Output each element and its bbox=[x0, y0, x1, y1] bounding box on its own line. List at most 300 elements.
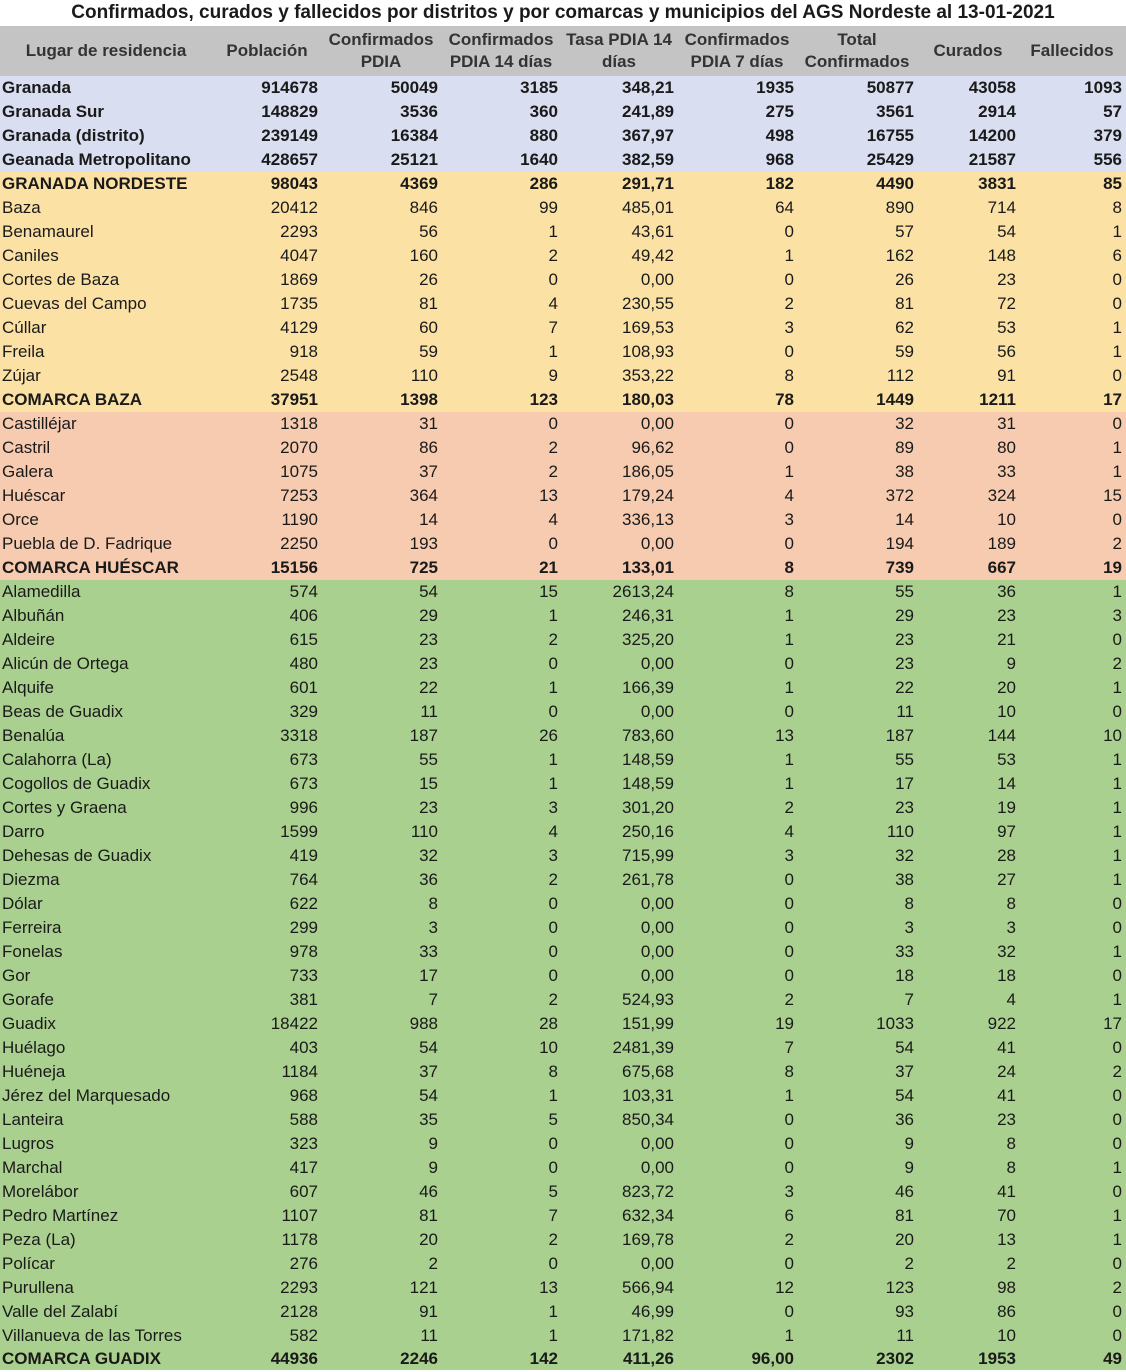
value-cell: 1190 bbox=[281, 510, 318, 529]
value-cell: 2 bbox=[548, 630, 558, 649]
value-cell: 2613,24 bbox=[612, 582, 674, 601]
value-cell: 0 bbox=[784, 270, 794, 289]
value-cell: 0,00 bbox=[640, 918, 674, 937]
value-cell: 733 bbox=[289, 966, 318, 985]
value-cell: 419 bbox=[289, 846, 318, 865]
value-cell: 480 bbox=[289, 654, 318, 673]
summary-row bbox=[0, 124, 1126, 148]
table-row bbox=[0, 748, 1126, 772]
summary-row bbox=[0, 172, 1126, 196]
value-cell: 194 bbox=[885, 534, 914, 553]
value-cell: 23 bbox=[895, 630, 914, 649]
value-cell: 1 bbox=[548, 774, 558, 793]
value-cell: 17 bbox=[1103, 390, 1122, 409]
table-row bbox=[0, 676, 1126, 700]
value-cell: 86 bbox=[997, 1302, 1016, 1321]
value-cell: 13 bbox=[997, 1230, 1016, 1249]
value-cell: 46 bbox=[419, 1182, 438, 1201]
value-cell: 0 bbox=[784, 966, 794, 985]
value-cell: 4 bbox=[784, 486, 794, 505]
value-cell: 2 bbox=[548, 990, 558, 1009]
value-cell: 49,42 bbox=[631, 246, 674, 265]
value-cell: 0 bbox=[784, 870, 794, 889]
value-cell: 1 bbox=[548, 342, 558, 361]
value-cell: 3536 bbox=[400, 102, 438, 121]
value-cell: 485,01 bbox=[622, 198, 674, 217]
value-cell: 55 bbox=[895, 582, 914, 601]
value-cell: 9 bbox=[428, 1158, 438, 1177]
table-row bbox=[0, 724, 1126, 748]
value-cell: 1184 bbox=[281, 1062, 318, 1081]
value-cell: 56 bbox=[997, 342, 1016, 361]
value-cell: 1 bbox=[784, 678, 794, 697]
value-cell: 23 bbox=[419, 630, 438, 649]
value-cell: 186,05 bbox=[622, 462, 674, 481]
value-cell: 4 bbox=[1006, 990, 1016, 1009]
value-cell: 70 bbox=[997, 1206, 1016, 1225]
value-cell: 2128 bbox=[280, 1302, 318, 1321]
value-cell: 91 bbox=[419, 1302, 438, 1321]
value-cell: 1 bbox=[548, 222, 558, 241]
value-cell: 142 bbox=[529, 1349, 558, 1368]
value-cell: 11 bbox=[420, 702, 438, 721]
value-cell: 6 bbox=[784, 1206, 794, 1225]
value-cell: 1449 bbox=[876, 390, 914, 409]
value-cell: 44936 bbox=[270, 1349, 318, 1368]
value-cell: 9 bbox=[548, 366, 558, 385]
value-cell: 1 bbox=[784, 630, 794, 649]
value-cell: 35 bbox=[419, 1110, 438, 1129]
value-cell: 0 bbox=[1112, 630, 1122, 649]
value-cell: 0,00 bbox=[640, 702, 674, 721]
value-cell: 353,22 bbox=[622, 366, 674, 385]
value-cell: 32 bbox=[895, 846, 914, 865]
place-name-cell: COMARCA BAZA bbox=[2, 390, 143, 409]
place-name-cell: Granada bbox=[2, 78, 71, 97]
value-cell: 4 bbox=[548, 822, 558, 841]
value-cell: 0 bbox=[784, 1134, 794, 1153]
column-header: Lugar de residencia bbox=[0, 26, 214, 76]
place-name-cell: Cortes y Graena bbox=[2, 798, 127, 817]
value-cell: 7 bbox=[784, 1038, 794, 1057]
value-cell: 403 bbox=[289, 1038, 318, 1057]
value-cell: 1 bbox=[1112, 678, 1122, 697]
value-cell: 1211 bbox=[979, 390, 1016, 409]
value-cell: 10 bbox=[997, 1326, 1016, 1345]
value-cell: 9 bbox=[428, 1134, 438, 1153]
value-cell: 0,00 bbox=[640, 654, 674, 673]
place-name-cell: Granada (distrito) bbox=[2, 126, 145, 145]
value-cell: 36 bbox=[895, 1110, 914, 1129]
table-row bbox=[0, 1012, 1126, 1036]
value-cell: 169,53 bbox=[622, 318, 674, 337]
value-cell: 0,00 bbox=[640, 270, 674, 289]
value-cell: 121 bbox=[409, 1278, 438, 1297]
value-cell: 12 bbox=[775, 1278, 794, 1297]
value-cell: 2 bbox=[904, 1254, 914, 1273]
value-cell: 291,71 bbox=[622, 174, 674, 193]
value-cell: 2 bbox=[1112, 534, 1122, 553]
value-cell: 14 bbox=[419, 510, 438, 529]
value-cell: 0 bbox=[784, 918, 794, 937]
value-cell: 7 bbox=[428, 990, 438, 1009]
value-cell: 169,78 bbox=[622, 1230, 674, 1249]
value-cell: 123 bbox=[529, 390, 558, 409]
value-cell: 3 bbox=[784, 510, 794, 529]
place-name-cell: Pedro Martínez bbox=[2, 1206, 119, 1225]
value-cell: 246,31 bbox=[622, 606, 674, 625]
value-cell: 250,16 bbox=[622, 822, 674, 841]
place-name-cell: Huélago bbox=[2, 1038, 66, 1057]
value-cell: 22 bbox=[895, 678, 914, 697]
value-cell: 9 bbox=[904, 1158, 914, 1177]
value-cell: 0 bbox=[1112, 1302, 1122, 1321]
value-cell: 18422 bbox=[270, 1014, 318, 1033]
column-header: Confirmados PDIA bbox=[322, 26, 442, 76]
value-cell: 8 bbox=[784, 1062, 794, 1081]
value-cell: 673 bbox=[289, 774, 318, 793]
value-cell: 38 bbox=[895, 870, 914, 889]
place-name-cell: Cúllar bbox=[2, 318, 47, 337]
value-cell: 0 bbox=[784, 1158, 794, 1177]
place-name-cell: Benamaurel bbox=[2, 222, 94, 241]
value-cell: 2481,39 bbox=[612, 1038, 674, 1057]
value-cell: 78 bbox=[775, 390, 794, 409]
table-row bbox=[0, 796, 1126, 820]
value-cell: 1 bbox=[548, 1086, 558, 1105]
value-cell: 968 bbox=[765, 150, 794, 169]
value-cell: 1 bbox=[548, 606, 558, 625]
value-cell: 31 bbox=[997, 414, 1016, 433]
value-cell: 0 bbox=[784, 894, 794, 913]
value-cell: 166,39 bbox=[622, 678, 674, 697]
value-cell: 922 bbox=[987, 1014, 1016, 1033]
value-cell: 381 bbox=[289, 990, 318, 1009]
value-cell: 27 bbox=[997, 870, 1016, 889]
value-cell: 739 bbox=[885, 558, 914, 577]
value-cell: 582 bbox=[289, 1326, 318, 1345]
value-cell: 13 bbox=[539, 486, 558, 505]
value-cell: 3 bbox=[784, 318, 794, 337]
table-row bbox=[0, 1108, 1126, 1132]
value-cell: 36 bbox=[997, 582, 1016, 601]
value-cell: 3 bbox=[548, 846, 558, 865]
value-cell: 11 bbox=[896, 702, 914, 721]
value-cell: 46 bbox=[895, 1182, 914, 1201]
value-cell: 2 bbox=[548, 870, 558, 889]
summary-row bbox=[0, 100, 1126, 124]
value-cell: 8 bbox=[1006, 1158, 1016, 1177]
value-cell: 364 bbox=[409, 486, 438, 505]
value-cell: 850,34 bbox=[622, 1110, 674, 1129]
value-cell: 1 bbox=[1112, 342, 1122, 361]
covid-data-table bbox=[0, 26, 1126, 1370]
value-cell: 5 bbox=[548, 1182, 558, 1201]
place-name-cell: Villanueva de las Torres bbox=[2, 1326, 182, 1345]
place-name-cell: Alamedilla bbox=[2, 582, 81, 601]
place-name-cell: Dólar bbox=[2, 894, 43, 913]
value-cell: 0 bbox=[1112, 1326, 1122, 1345]
value-cell: 19 bbox=[775, 1014, 794, 1033]
value-cell: 10 bbox=[997, 510, 1016, 529]
value-cell: 20 bbox=[997, 678, 1016, 697]
value-cell: 1735 bbox=[280, 294, 318, 313]
value-cell: 37 bbox=[419, 1062, 438, 1081]
value-cell: 2 bbox=[548, 246, 558, 265]
value-cell: 2914 bbox=[978, 102, 1016, 121]
place-name-cell: Benalúa bbox=[2, 726, 65, 745]
value-cell: 2070 bbox=[280, 438, 318, 457]
value-cell: 16755 bbox=[866, 126, 914, 145]
value-cell: 622 bbox=[289, 894, 318, 913]
value-cell: 50049 bbox=[390, 78, 438, 97]
value-cell: 0 bbox=[784, 1254, 794, 1273]
value-cell: 1935 bbox=[756, 78, 794, 97]
value-cell: 0 bbox=[548, 414, 558, 433]
value-cell: 379 bbox=[1093, 126, 1122, 145]
value-cell: 20412 bbox=[270, 198, 318, 217]
value-cell: 8 bbox=[784, 558, 794, 577]
place-name-cell: Jérez del Marquesado bbox=[2, 1086, 171, 1105]
value-cell: 99 bbox=[539, 198, 558, 217]
value-cell: 406 bbox=[289, 606, 318, 625]
value-cell: 8 bbox=[1112, 198, 1122, 217]
value-cell: 1 bbox=[1112, 1230, 1122, 1249]
value-cell: 715,99 bbox=[622, 846, 674, 865]
value-cell: 1 bbox=[784, 1326, 794, 1345]
table-row bbox=[0, 580, 1126, 604]
place-name-cell: Guadix bbox=[2, 1014, 56, 1033]
value-cell: 0 bbox=[1112, 918, 1122, 937]
value-cell: 1 bbox=[1112, 750, 1122, 769]
value-cell: 1 bbox=[1112, 1158, 1122, 1177]
place-name-cell: Alquife bbox=[2, 678, 54, 697]
value-cell: 411,26 bbox=[622, 1349, 674, 1368]
value-cell: 1 bbox=[548, 1326, 558, 1345]
value-cell: 50877 bbox=[866, 78, 914, 97]
value-cell: 23 bbox=[895, 654, 914, 673]
value-cell: 2302 bbox=[876, 1349, 914, 1368]
value-cell: 2 bbox=[1006, 1254, 1016, 1273]
value-cell: 4047 bbox=[280, 246, 318, 265]
value-cell: 151,99 bbox=[622, 1014, 674, 1033]
value-cell: 28 bbox=[539, 1014, 558, 1033]
value-cell: 15 bbox=[539, 582, 558, 601]
value-cell: 914678 bbox=[261, 78, 318, 97]
column-header: Confirmados PDIA 7 días bbox=[678, 26, 798, 76]
table-row bbox=[0, 412, 1126, 436]
value-cell: 0 bbox=[548, 702, 558, 721]
value-cell: 23 bbox=[419, 654, 438, 673]
value-cell: 325,20 bbox=[622, 630, 674, 649]
value-cell: 0 bbox=[1112, 702, 1122, 721]
value-cell: 25429 bbox=[866, 150, 914, 169]
value-cell: 11 bbox=[896, 1326, 914, 1345]
value-cell: 0,00 bbox=[640, 1134, 674, 1153]
place-name-cell: COMARCA GUADIX bbox=[2, 1349, 161, 1368]
value-cell: 7 bbox=[548, 1206, 558, 1225]
value-cell: 55 bbox=[419, 750, 438, 769]
value-cell: 1 bbox=[1112, 798, 1122, 817]
value-cell: 4490 bbox=[876, 174, 914, 193]
value-cell: 2 bbox=[1112, 654, 1122, 673]
value-cell: 0 bbox=[1112, 1110, 1122, 1129]
value-cell: 978 bbox=[289, 942, 318, 961]
value-cell: 556 bbox=[1093, 150, 1122, 169]
value-cell: 0 bbox=[784, 1110, 794, 1129]
place-name-cell: Puebla de D. Fadrique bbox=[2, 534, 173, 553]
value-cell: 81 bbox=[419, 1206, 438, 1225]
table-row bbox=[0, 1276, 1126, 1300]
value-cell: 2 bbox=[784, 1230, 794, 1249]
value-cell: 54 bbox=[997, 222, 1016, 241]
value-cell: 2 bbox=[428, 1254, 438, 1273]
value-cell: 1599 bbox=[280, 822, 318, 841]
summary-row bbox=[0, 148, 1126, 172]
place-name-cell: Caniles bbox=[2, 246, 59, 265]
value-cell: 32 bbox=[895, 414, 914, 433]
value-cell: 23 bbox=[419, 798, 438, 817]
value-cell: 23 bbox=[997, 606, 1016, 625]
value-cell: 0 bbox=[548, 270, 558, 289]
table-header bbox=[0, 26, 1126, 76]
value-cell: 18 bbox=[895, 966, 914, 985]
value-cell: 301,20 bbox=[622, 798, 674, 817]
value-cell: 1398 bbox=[400, 390, 438, 409]
place-name-cell: Orce bbox=[2, 510, 39, 529]
value-cell: 0 bbox=[548, 1158, 558, 1177]
value-cell: 261,78 bbox=[622, 870, 674, 889]
value-cell: 19 bbox=[997, 798, 1016, 817]
value-cell: 2 bbox=[548, 462, 558, 481]
value-cell: 19 bbox=[1103, 558, 1122, 577]
value-cell: 1 bbox=[1112, 222, 1122, 241]
value-cell: 148,59 bbox=[622, 750, 674, 769]
value-cell: 3 bbox=[784, 1182, 794, 1201]
place-name-cell: Beas de Guadix bbox=[2, 702, 123, 721]
place-name-cell: Granada Sur bbox=[2, 102, 105, 121]
value-cell: 11 bbox=[420, 1326, 438, 1345]
place-name-cell: GRANADA NORDESTE bbox=[2, 174, 188, 193]
value-cell: 1 bbox=[1112, 462, 1122, 481]
value-cell: 24 bbox=[997, 1062, 1016, 1081]
value-cell: 144 bbox=[987, 726, 1016, 745]
value-cell: 1 bbox=[548, 678, 558, 697]
value-cell: 4129 bbox=[280, 318, 318, 337]
table-row bbox=[0, 604, 1126, 628]
table-row bbox=[0, 1300, 1126, 1324]
value-cell: 14 bbox=[997, 774, 1016, 793]
value-cell: 417 bbox=[289, 1158, 318, 1177]
value-cell: 607 bbox=[289, 1182, 318, 1201]
value-cell: 0 bbox=[548, 1254, 558, 1273]
value-cell: 2293 bbox=[280, 1278, 318, 1297]
place-name-cell: Galera bbox=[2, 462, 54, 481]
value-cell: 46,99 bbox=[631, 1302, 674, 1321]
value-cell: 29 bbox=[419, 606, 438, 625]
value-cell: 41 bbox=[997, 1182, 1016, 1201]
value-cell: 890 bbox=[885, 198, 914, 217]
column-header: Tasa PDIA 14 días bbox=[562, 26, 678, 76]
value-cell: 0 bbox=[548, 918, 558, 937]
value-cell: 632,34 bbox=[622, 1206, 674, 1225]
table-body bbox=[0, 76, 1126, 1370]
value-cell: 6 bbox=[1112, 246, 1122, 265]
value-cell: 53 bbox=[997, 318, 1016, 337]
value-cell: 21 bbox=[539, 558, 558, 577]
value-cell: 25121 bbox=[390, 150, 438, 169]
value-cell: 336,13 bbox=[622, 510, 674, 529]
place-name-cell: Polícar bbox=[2, 1254, 55, 1273]
value-cell: 57 bbox=[1103, 102, 1122, 121]
value-cell: 37951 bbox=[270, 390, 318, 409]
value-cell: 54 bbox=[419, 1038, 438, 1057]
value-cell: 823,72 bbox=[622, 1182, 674, 1201]
place-name-cell: Purullena bbox=[2, 1278, 74, 1297]
value-cell: 7 bbox=[904, 990, 914, 1009]
value-cell: 16384 bbox=[390, 126, 438, 145]
value-cell: 8 bbox=[548, 1062, 558, 1081]
table-row bbox=[0, 1228, 1126, 1252]
table-row bbox=[0, 436, 1126, 460]
value-cell: 32 bbox=[997, 942, 1016, 961]
value-cell: 187 bbox=[409, 726, 438, 745]
value-cell: 14 bbox=[895, 510, 914, 529]
value-cell: 57 bbox=[895, 222, 914, 241]
place-name-cell: Baza bbox=[2, 198, 41, 217]
value-cell: 17 bbox=[419, 966, 438, 985]
value-cell: 10 bbox=[539, 1038, 558, 1057]
value-cell: 80 bbox=[997, 438, 1016, 457]
value-cell: 0,00 bbox=[640, 1158, 674, 1177]
value-cell: 171,82 bbox=[622, 1326, 674, 1345]
value-cell: 3 bbox=[784, 846, 794, 865]
value-cell: 2 bbox=[1112, 1062, 1122, 1081]
table-row bbox=[0, 532, 1126, 556]
place-name-cell: Lugros bbox=[2, 1134, 54, 1153]
value-cell: 96,62 bbox=[631, 438, 674, 457]
value-cell: 37 bbox=[419, 462, 438, 481]
value-cell: 1869 bbox=[280, 270, 318, 289]
value-cell: 276 bbox=[289, 1254, 318, 1273]
value-cell: 21 bbox=[997, 630, 1016, 649]
value-cell: 55 bbox=[895, 750, 914, 769]
value-cell: 148 bbox=[987, 246, 1016, 265]
value-cell: 2 bbox=[548, 438, 558, 457]
table-row bbox=[0, 244, 1126, 268]
value-cell: 1 bbox=[784, 462, 794, 481]
value-cell: 54 bbox=[895, 1038, 914, 1057]
value-cell: 20 bbox=[419, 1230, 438, 1249]
summary-row bbox=[0, 556, 1126, 580]
place-name-cell: Castilléjar bbox=[2, 414, 77, 433]
value-cell: 1 bbox=[548, 1302, 558, 1321]
value-cell: 0 bbox=[1112, 510, 1122, 529]
value-cell: 110 bbox=[410, 366, 438, 385]
place-name-cell: Darro bbox=[2, 822, 45, 841]
value-cell: 230,55 bbox=[622, 294, 674, 313]
value-cell: 15 bbox=[1103, 486, 1122, 505]
value-cell: 498 bbox=[765, 126, 794, 145]
value-cell: 239149 bbox=[261, 126, 318, 145]
value-cell: 17 bbox=[895, 774, 914, 793]
report-title: Confirmados, curados y fallecidos por distritos y por comarcas y municipios del AGS Nordeste al 13-01-2021 bbox=[0, 0, 1126, 26]
column-header: Total Confirmados bbox=[798, 26, 918, 76]
value-cell: 3 bbox=[548, 798, 558, 817]
table-row bbox=[0, 1180, 1126, 1204]
place-name-cell: Morelábor bbox=[2, 1182, 79, 1201]
column-header: Población bbox=[214, 26, 322, 76]
